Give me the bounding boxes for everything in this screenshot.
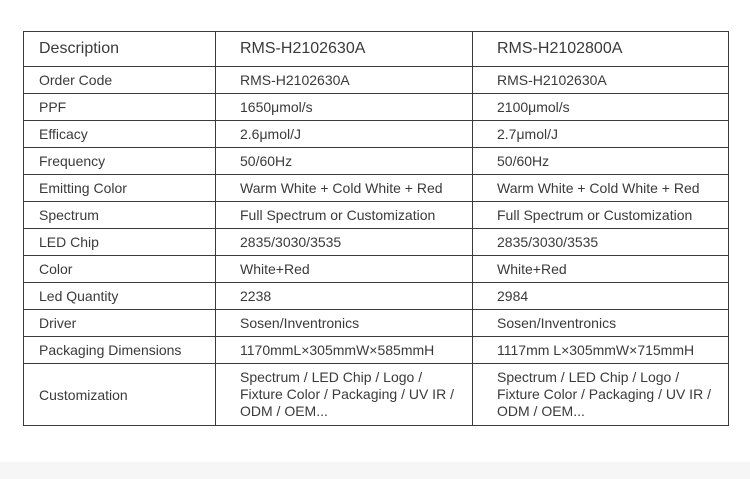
table-row-led-chip [24, 229, 729, 256]
table-row-customization [24, 364, 729, 426]
row-value-b: 2.7μmol/J [473, 121, 729, 148]
row-value-a: 1650μmol/s [216, 94, 473, 121]
table-row-led-quantity [24, 283, 729, 310]
row-value-b: RMS-H2102630A [473, 67, 729, 94]
row-value-b: 2100μmol/s [473, 94, 729, 121]
spec-table [23, 31, 729, 426]
row-value-a: 2835/3030/3535 [216, 229, 473, 256]
row-value-b: Sosen/Inventronics [473, 310, 729, 337]
row-label: Packaging Dimensions [24, 337, 216, 364]
row-value-b: Spectrum / LED Chip / Logo / Fixture Color / Packaging / UV IR / ODM / OEM... [473, 364, 729, 426]
row-value-a: 2.6μmol/J [216, 121, 473, 148]
row-label: Emitting Color [24, 175, 216, 202]
row-label: Order Code [24, 67, 216, 94]
row-value-b: White+Red [473, 256, 729, 283]
row-label: Driver [24, 310, 216, 337]
table-row-spectrum [24, 202, 729, 229]
table-row-efficacy [24, 121, 729, 148]
row-value-a: Warm White + Cold White + Red [216, 175, 473, 202]
table-row-color [24, 256, 729, 283]
row-value-a: White+Red [216, 256, 473, 283]
row-label: LED Chip [24, 229, 216, 256]
row-value-b: 50/60Hz [473, 148, 729, 175]
row-label: Led Quantity [24, 283, 216, 310]
table-row-driver [24, 310, 729, 337]
row-value-a: 2238 [216, 283, 473, 310]
row-value-a: Full Spectrum or Customization [216, 202, 473, 229]
row-label: Frequency [24, 148, 216, 175]
row-value-a: RMS-H2102630A [216, 67, 473, 94]
row-value-b: 2984 [473, 283, 729, 310]
row-value-b: Full Spectrum or Customization [473, 202, 729, 229]
header-description: Description [24, 32, 216, 67]
table-row-frequency [24, 148, 729, 175]
row-value-b: 1117mm L×305mmW×715mmH [473, 337, 729, 364]
row-value-b: Warm White + Cold White + Red [473, 175, 729, 202]
table-row-packaging-dimensions [24, 337, 729, 364]
table-row-order-code [24, 67, 729, 94]
row-label: Color [24, 256, 216, 283]
row-value-a: Spectrum / LED Chip / Logo / Fixture Color / Packaging / UV IR / ODM / OEM... [216, 364, 473, 426]
header-model-a: RMS-H2102630A [216, 32, 473, 67]
row-value-a: Sosen/Inventronics [216, 310, 473, 337]
row-label: Spectrum [24, 202, 216, 229]
row-label: PPF [24, 94, 216, 121]
row-label: Efficacy [24, 121, 216, 148]
row-value-b: 2835/3030/3535 [473, 229, 729, 256]
row-value-a: 1170mmL×305mmW×585mmH [216, 337, 473, 364]
table-row-ppf [24, 94, 729, 121]
header-model-b: RMS-H2102800A [473, 32, 729, 67]
table-header-row [24, 32, 729, 67]
row-value-a: 50/60Hz [216, 148, 473, 175]
row-label: Customization [24, 364, 216, 426]
table-row-emitting-color [24, 175, 729, 202]
